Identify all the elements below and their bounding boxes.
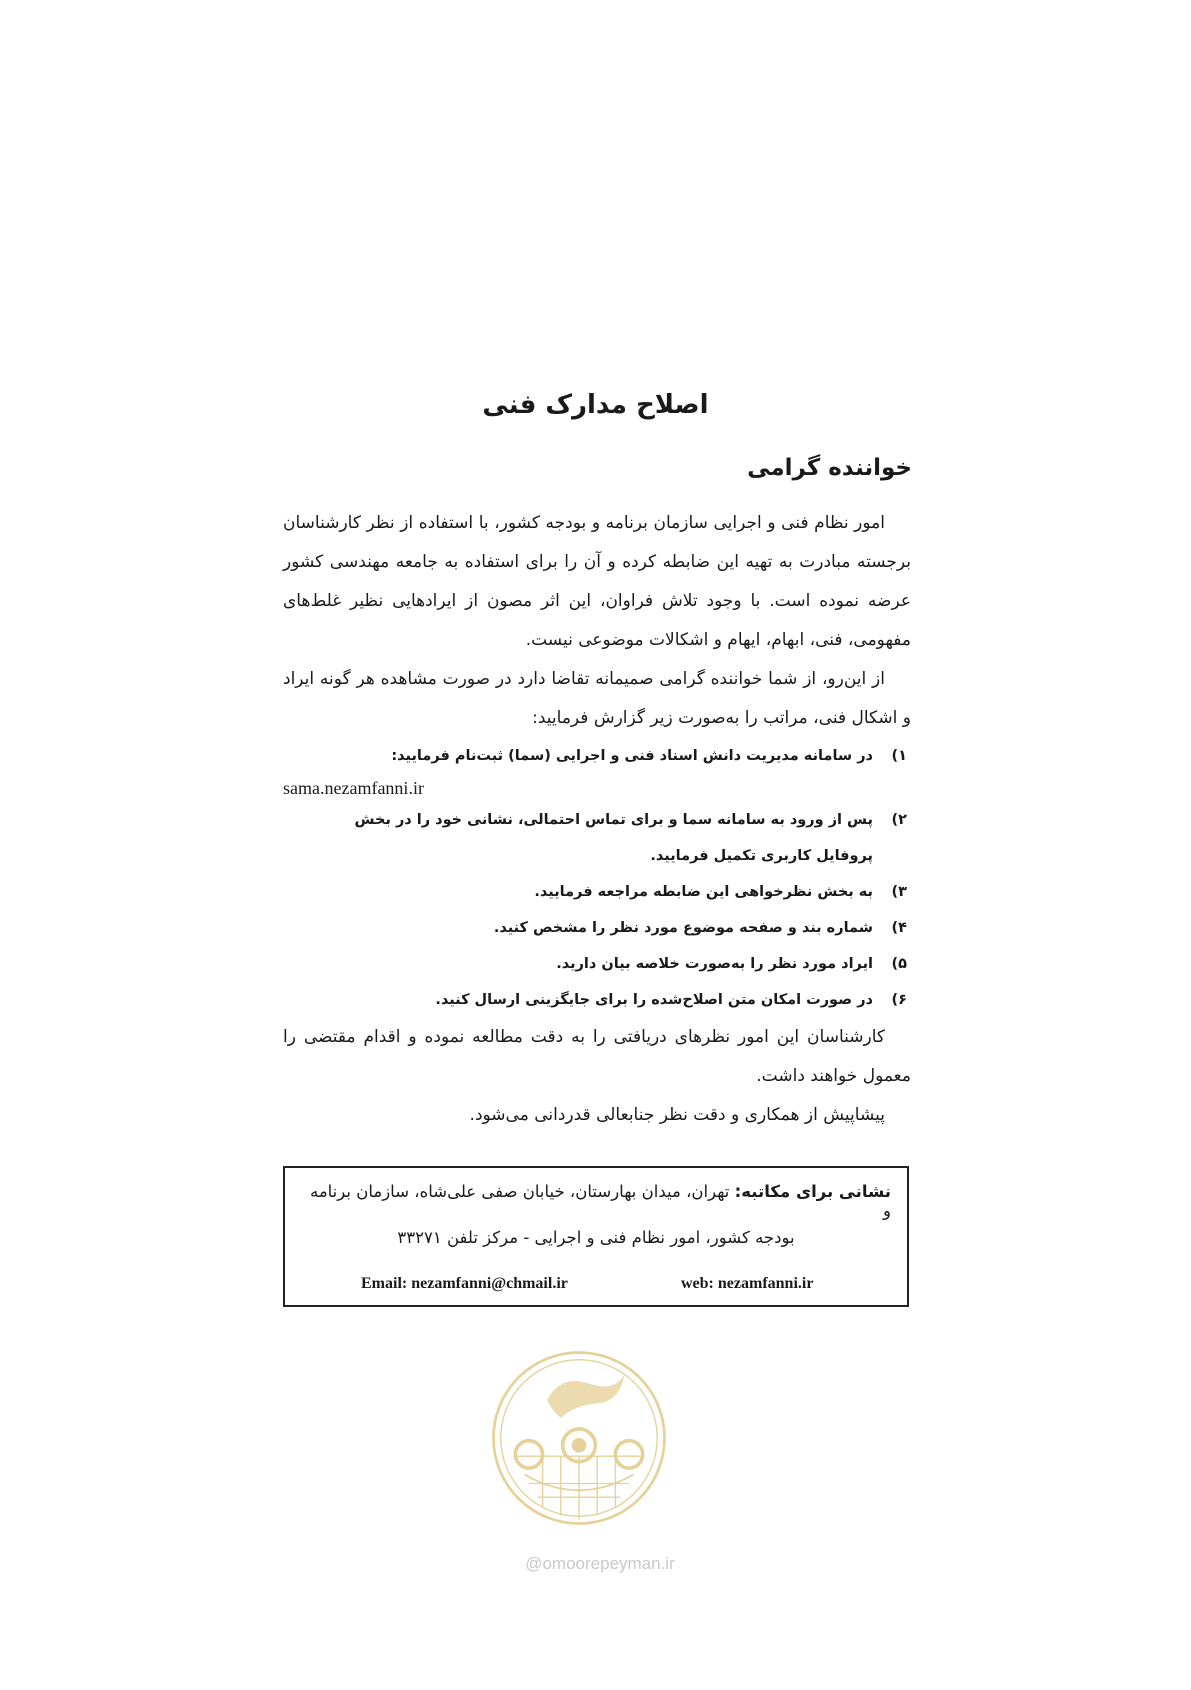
step-item	[283, 982, 911, 1018]
step-item	[283, 910, 911, 946]
greeting-heading: خواننده گرامی	[747, 455, 912, 481]
email-link[interactable]: Email: nezamfanni@chmail.ir	[361, 1275, 568, 1292]
footer-watermark: @omoorepeyman.ir	[525, 1554, 675, 1573]
web-link[interactable]: web: nezamfanni.ir	[681, 1275, 814, 1292]
body-content	[283, 504, 911, 1135]
step-item	[283, 946, 911, 982]
thanks-line: پیشاپیش از همکاری و دقت نظر جنابعالی قدردانی می‌شود.	[469, 1105, 885, 1125]
page-title: اصلاح مدارک فنی	[482, 390, 709, 420]
step-text: ایراد مورد نظر را به‌صورت خلاصه بیان دارید.	[556, 956, 873, 972]
address-line-1	[301, 1182, 891, 1220]
step-text: پس از ورود به سامانه سما و برای تماس احتمالی، نشانی خود را در بخش پروفایل کاربری تکمیل فرمایید.	[354, 812, 873, 864]
step-number: ۲)	[891, 812, 907, 828]
step-text: در سامانه مدیریت دانش اسناد فنی و اجرایی (سما) ثبت‌نام فرمایید:	[391, 748, 873, 764]
step-number: ۴)	[891, 920, 907, 936]
intro-paragraph: امور نظام فنی و اجرایی سازمان برنامه و بودجه کشور، با استفاده از نظر کارشناسان برجسته مبادرت به تهیه این ضابطه کرده و آن را برای استفاده به جامعه مهندسی کشور عرضه نموده است. با وجود تلاش فراوان، این اثر مصون از ایرادهایی نظیر غلط‌های مفهومی، فنی، ابهام، ایهام و اشکالات موضوعی نیست.	[283, 513, 911, 650]
sama-url-link[interactable]: sama.nezamfanni.ir	[283, 778, 424, 798]
address-box	[283, 1166, 909, 1307]
step-text: به بخش نظرخواهی این ضابطه مراجعه فرمایید.	[534, 884, 873, 900]
address-line-2: بودجه کشور، امور نظام فنی و اجرایی - مرکز تلفن ۳۳۲۷۱	[397, 1228, 795, 1247]
omoor-peyman-logo-icon	[488, 1347, 670, 1529]
address-label: نشانی برای مکاتبه:	[734, 1182, 891, 1201]
step-number: ۶)	[891, 992, 907, 1008]
step-item	[283, 802, 911, 874]
step-item	[283, 738, 911, 774]
step-item	[283, 874, 911, 910]
address-text-1: تهران، میدان بهارستان، خیابان صفی علی‌شاه، سازمان برنامه و	[309, 1182, 891, 1220]
step-number: ۵)	[891, 956, 907, 972]
closing-paragraph: کارشناسان این امور نظرهای دریافتی را به دقت مطالعه نموده و اقدام مقتضی را معمول خواهند داشت.	[283, 1027, 911, 1086]
step-text: در صورت امکان متن اصلاح‌شده را برای جایگزینی ارسال کنید.	[435, 992, 873, 1008]
request-paragraph: از این‌رو، از شما خواننده گرامی صمیمانه تقاضا دارد در صورت مشاهده هر گونه ایراد و اشکال فنی، مراتب را به‌صورت زیر گزارش فرمایید:	[283, 669, 911, 728]
step-number: ۳)	[891, 884, 907, 900]
step-text: شماره بند و صفحه موضوع مورد نظر را مشخص کنید.	[493, 920, 873, 936]
step-number: ۱)	[891, 748, 907, 764]
